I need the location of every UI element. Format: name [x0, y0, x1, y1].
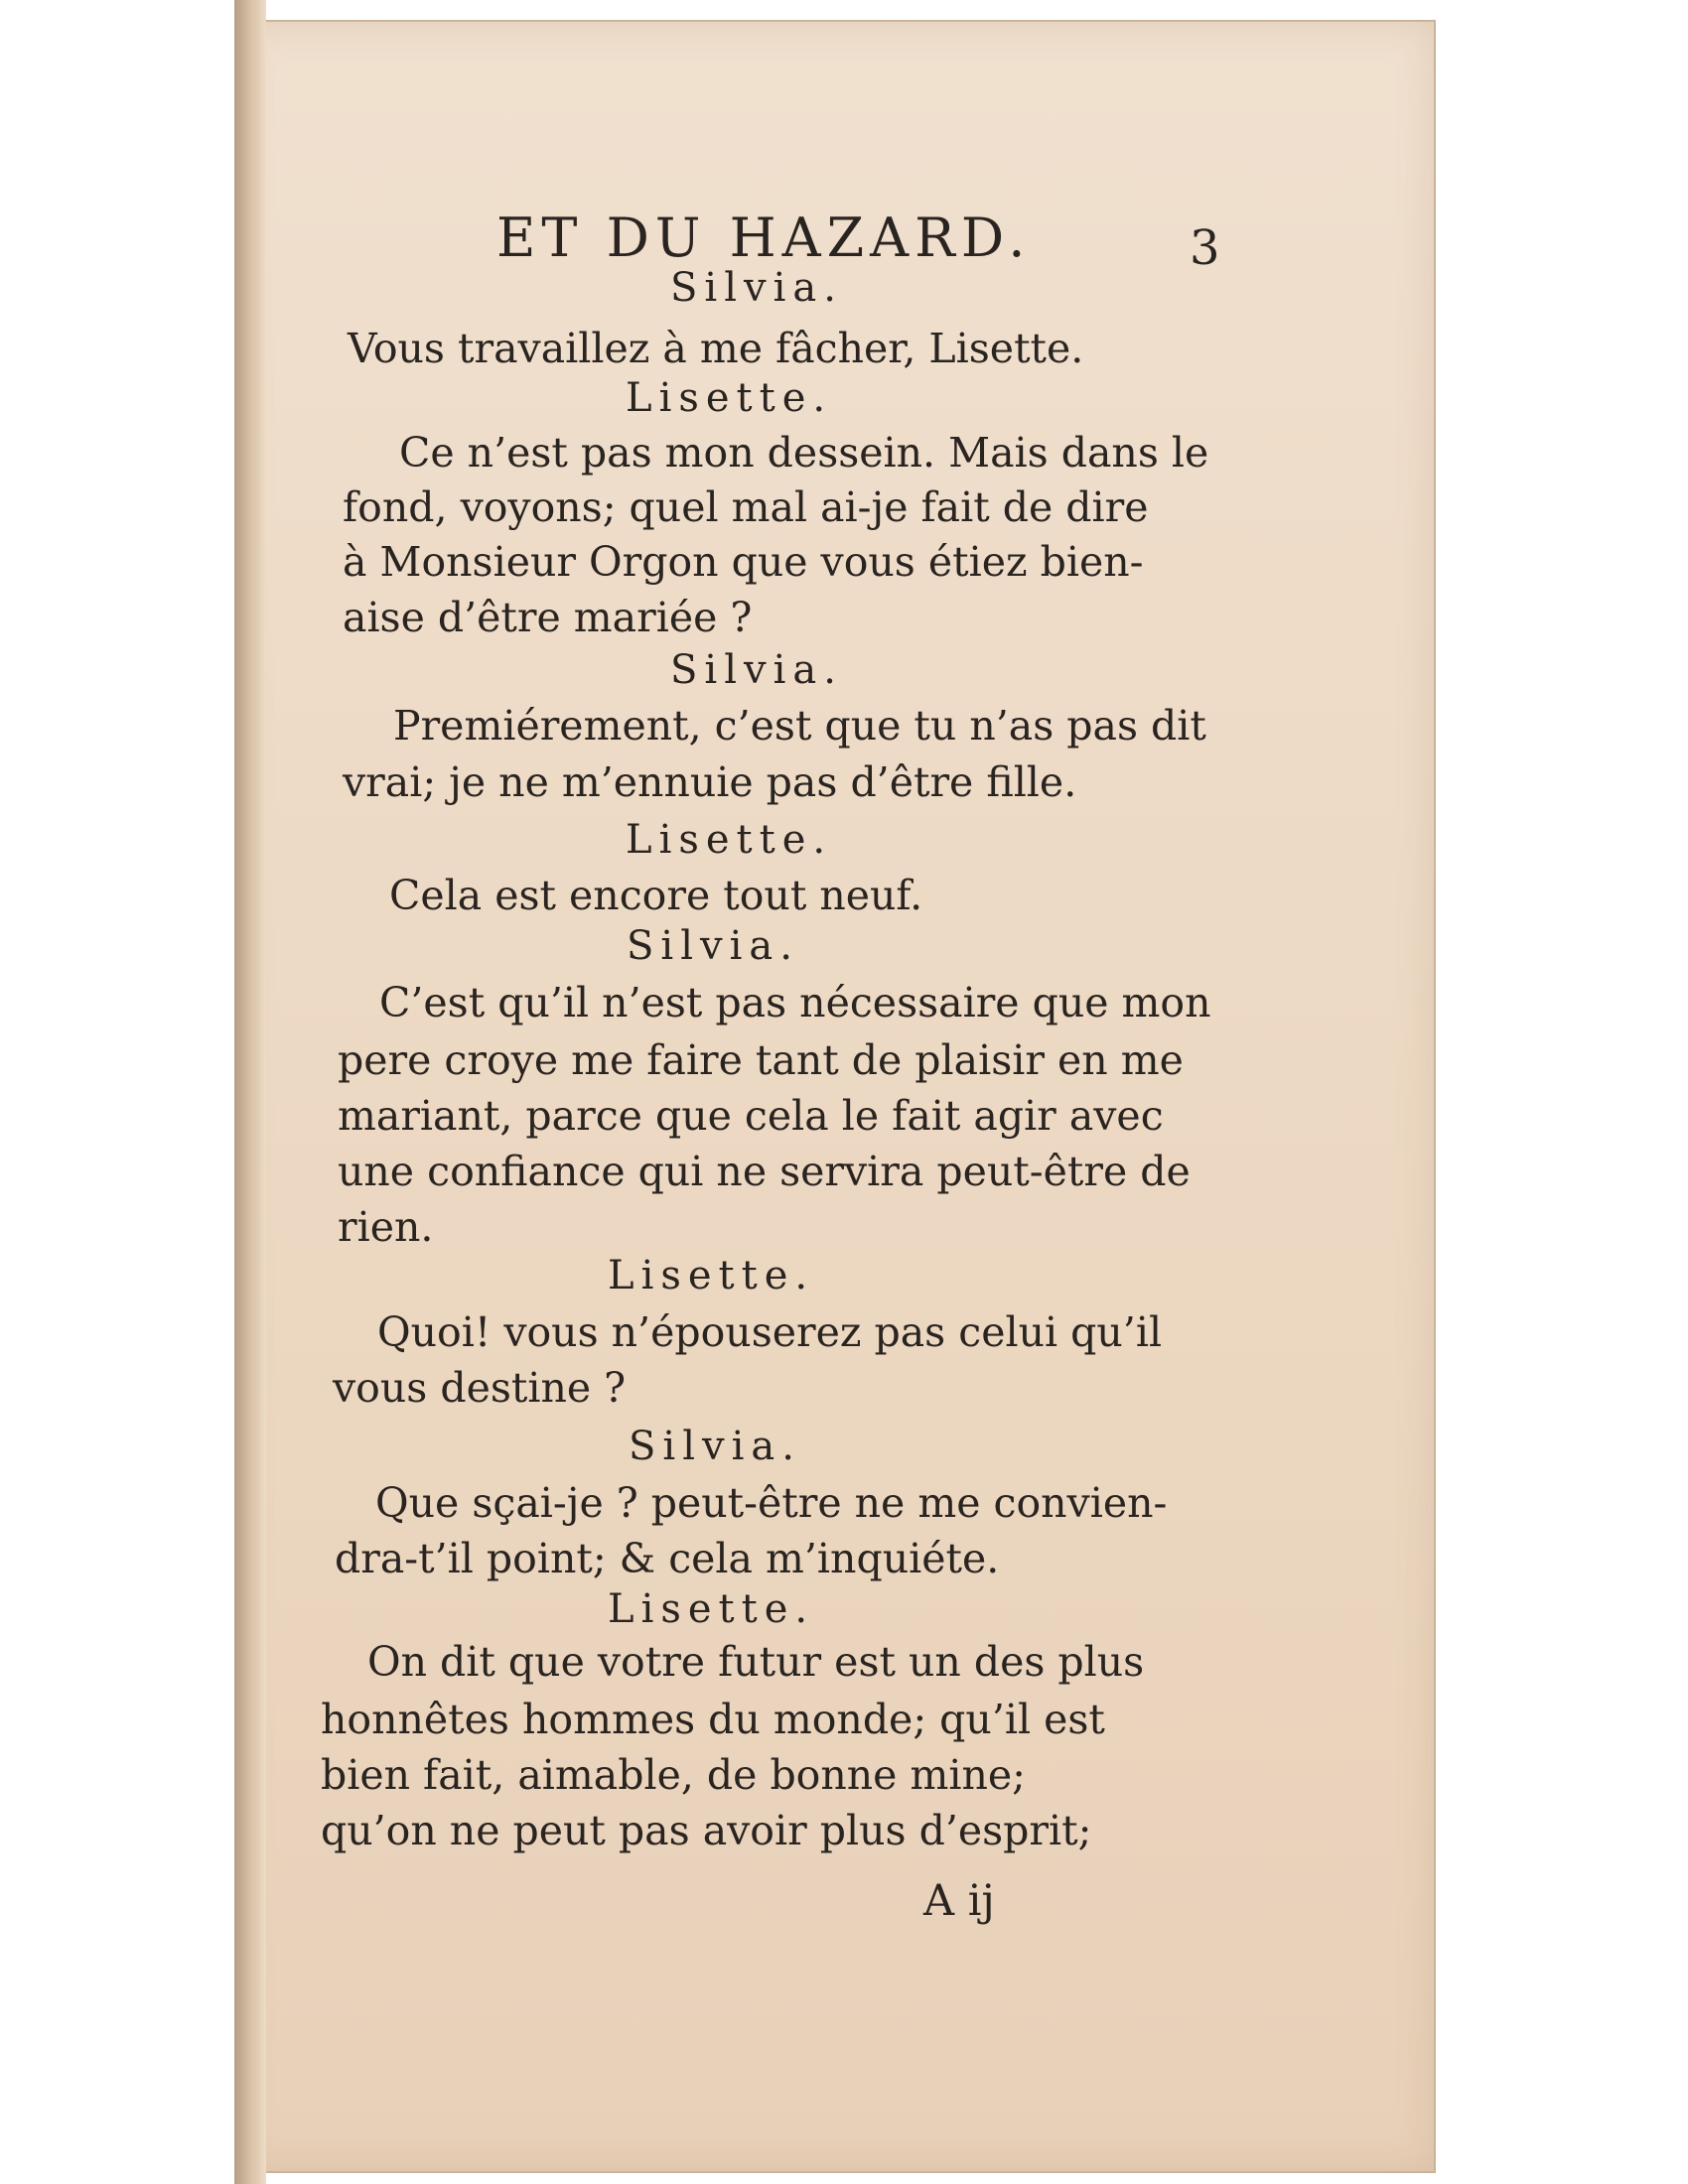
dialogue-line: dra-t’il point; & cela m’inquiéte. [335, 1535, 1000, 1582]
dialogue-line: C’est qu’il n’est pas nécessaire que mon [379, 979, 1211, 1026]
dialogue-line: qu’on ne peut pas avoir plus d’esprit; [321, 1807, 1092, 1854]
dialogue-line: Cela est encore tout neuf. [389, 872, 923, 919]
dialogue-line: fond, voyons; quel mal ai-je fait de dire [343, 483, 1149, 531]
running-head: ET DU HAZARD. [496, 206, 1032, 269]
dialogue-line: Vous travaillez à me fâcher, Lisette. [348, 325, 1084, 372]
dialogue-line: Ce n’est pas mon dessein. Mais dans le [399, 429, 1209, 477]
dialogue-line: aise d’être mariée ? [343, 594, 753, 641]
dialogue-line: une confiance qui ne servira peut-être de [338, 1148, 1191, 1195]
dialogue-line: rien. [338, 1203, 434, 1251]
dialogue-line: Quoi! vous n’épouserez pas celui qu’il [377, 1308, 1163, 1356]
dialogue-line: Que sçai-je ? peut-être ne me convien- [375, 1479, 1168, 1527]
speaker-lisette: Lisette. [626, 817, 833, 863]
dialogue-line: mariant, parce que cela le fait agir avec [338, 1092, 1164, 1140]
page-number: 3 [1190, 220, 1220, 276]
book-binding-edge [234, 0, 266, 2184]
speaker-silvia: Silvia. [627, 923, 799, 969]
dialogue-line: à Monsieur Orgon que vous étiez bien- [343, 538, 1144, 586]
speaker-silvia: Silvia. [629, 1424, 801, 1469]
speaker-silvia: Silvia. [670, 265, 843, 311]
dialogue-line: On dit que votre futur est un des plus [367, 1638, 1145, 1686]
dialogue-line: Premiérement, c’est que tu n’as pas dit [393, 702, 1206, 750]
signature-mark: A ij [923, 1876, 995, 1926]
dialogue-line: bien fait, aimable, de bonne mine; [321, 1751, 1026, 1799]
dialogue-line: pere croye me faire tant de plaisir en me [338, 1036, 1184, 1084]
dialogue-line: honnêtes hommes du monde; qu’il est [321, 1696, 1105, 1743]
dialogue-line: vrai; je ne m’ennuie pas d’être fille. [343, 758, 1077, 806]
speaker-lisette: Lisette. [608, 1586, 815, 1632]
speaker-lisette: Lisette. [626, 375, 833, 421]
dialogue-line: vous destine ? [333, 1364, 627, 1412]
speaker-silvia: Silvia. [670, 647, 843, 693]
speaker-lisette: Lisette. [608, 1253, 815, 1298]
